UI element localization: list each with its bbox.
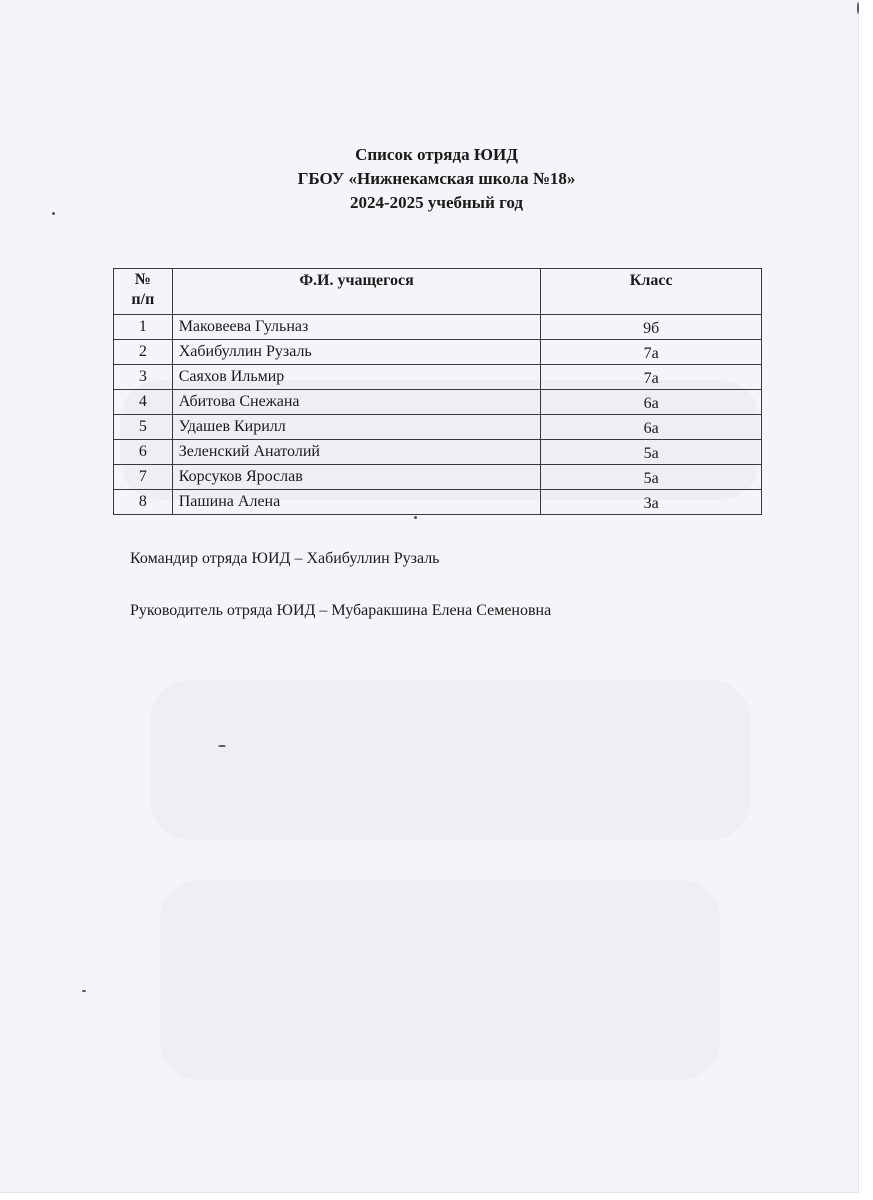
title-line-2: ГБОУ «Нижнекамская школа №18» <box>297 169 576 188</box>
table-row <box>114 340 762 365</box>
student-class: 3а <box>541 490 762 515</box>
header-student-name: Ф.И. учащегося <box>172 269 541 315</box>
table-row <box>114 415 762 440</box>
student-name: Пашина Алена <box>172 490 541 515</box>
scan-speck <box>218 745 226 747</box>
table-row <box>114 490 762 515</box>
row-number: 2 <box>114 340 173 365</box>
row-number: 5 <box>114 415 173 440</box>
title-line-3: 2024-2025 учебный год <box>349 193 524 212</box>
table-row <box>114 465 762 490</box>
scan-speck <box>82 990 86 992</box>
student-class: 5а <box>541 440 762 465</box>
row-number: 1 <box>114 315 173 340</box>
student-class: 5а <box>541 465 762 490</box>
table-row <box>114 365 762 390</box>
scan-speck <box>857 2 859 14</box>
student-name: Маковеева Гульназ <box>172 315 541 340</box>
squad-roster-table <box>113 268 762 515</box>
scan-shading <box>150 680 750 840</box>
header-number-top: № <box>134 271 151 288</box>
table-row <box>114 390 762 415</box>
row-number: 8 <box>114 490 173 515</box>
table-header-row <box>114 269 762 315</box>
student-name: Саяхов Ильмир <box>172 365 541 390</box>
header-number <box>114 269 173 315</box>
student-name: Абитова Снежана <box>172 390 541 415</box>
student-class: 6а <box>541 390 762 415</box>
student-class: 7а <box>541 365 762 390</box>
row-number: 3 <box>114 365 173 390</box>
student-class: 7а <box>541 340 762 365</box>
student-name: Хабибуллин Рузаль <box>172 340 541 365</box>
student-name: Удашев Кирилл <box>172 415 541 440</box>
student-name: Корсуков Ярослав <box>172 465 541 490</box>
scan-speck <box>414 516 417 519</box>
student-class: 6а <box>541 415 762 440</box>
document-title <box>0 143 873 215</box>
student-class: 9б <box>541 315 762 340</box>
table-row <box>114 440 762 465</box>
row-number: 4 <box>114 390 173 415</box>
table-row <box>114 315 762 340</box>
squad-commander-line: Командир отряда ЮИД – Хабибуллин Рузаль <box>130 550 440 567</box>
student-name: Зеленский Анатолий <box>172 440 541 465</box>
title-line-1: Список отряда ЮИД <box>355 145 518 164</box>
scan-shading <box>160 880 720 1080</box>
header-number-bottom: п/п <box>131 291 155 308</box>
row-number: 7 <box>114 465 173 490</box>
header-class: Класс <box>541 269 762 315</box>
squad-leader-line: Руководитель отряда ЮИД – Мубаракшина Елена Семеновна <box>130 602 552 619</box>
row-number: 6 <box>114 440 173 465</box>
